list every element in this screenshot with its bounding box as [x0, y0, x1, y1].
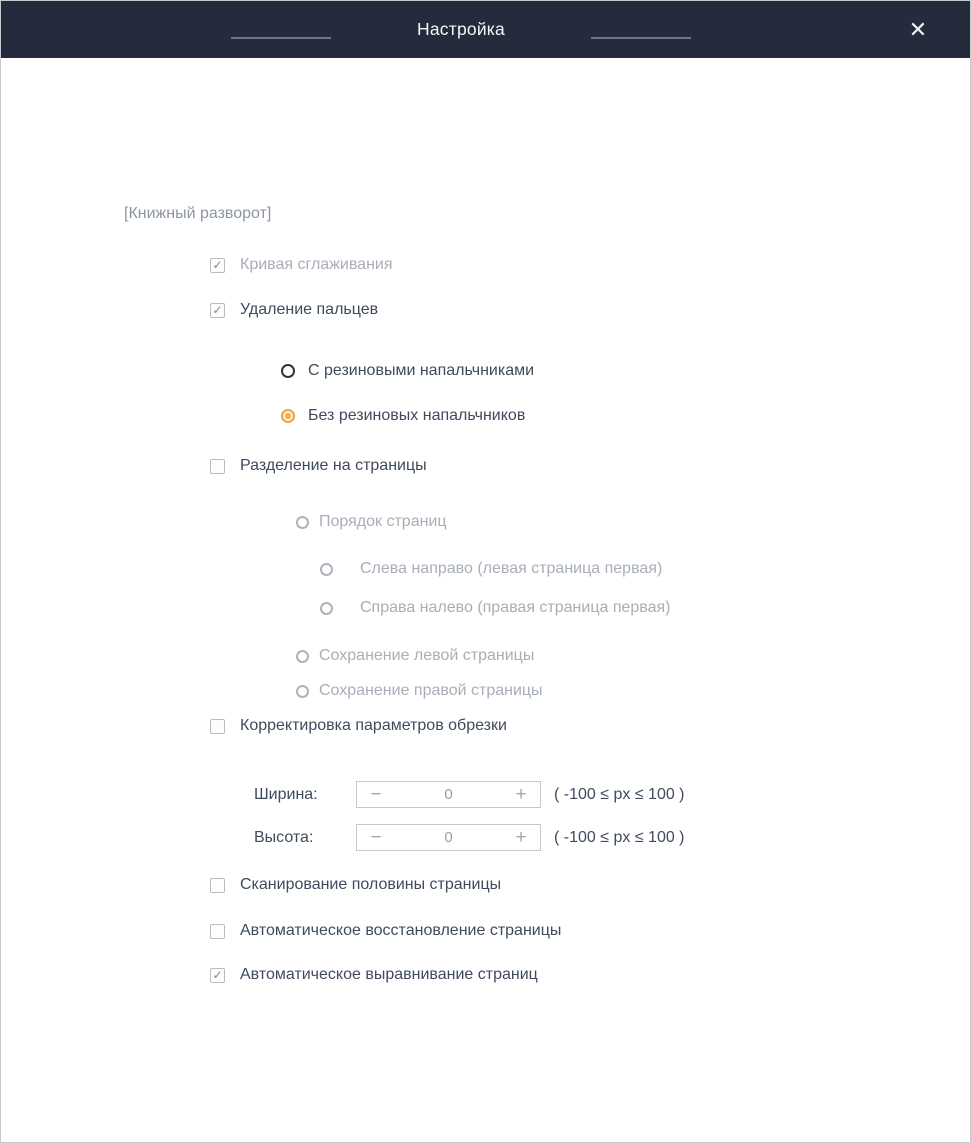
check-icon: ✓ [212, 302, 223, 317]
checkbox-finger-removal[interactable] [210, 303, 225, 318]
option-label: Без резиновых напальчников [308, 407, 526, 424]
checkbox-auto-page-align[interactable] [210, 968, 225, 983]
section-header-book-spread: [Книжный разворот] [124, 205, 272, 222]
radio-unselected-icon[interactable] [281, 364, 295, 378]
option-label: Порядок страниц [319, 513, 447, 530]
height-stepper[interactable] [356, 824, 541, 851]
plus-button[interactable]: + [515, 827, 527, 848]
height-value[interactable]: 0 [444, 829, 453, 846]
plus-button[interactable]: + [515, 784, 527, 805]
crop-height-row [254, 824, 685, 851]
checkbox-half-page-scan[interactable] [210, 878, 225, 893]
checkbox-curve-smoothing[interactable] [210, 258, 225, 273]
option-label: Сохранение левой страницы [319, 647, 535, 664]
width-stepper[interactable] [356, 781, 541, 808]
option-keep-right-page [296, 680, 543, 702]
option-label: Слева направо (левая страница первая) [360, 560, 663, 577]
close-icon: ✕ [908, 16, 928, 42]
option-keep-left-page [296, 645, 534, 667]
height-range-hint: ( -100 ≤ px ≤ 100 ) [554, 828, 685, 846]
setting-finger-removal[interactable] [210, 299, 378, 321]
setting-auto-page-align[interactable] [210, 964, 538, 986]
crop-width-row [254, 781, 685, 808]
radio-disabled-icon [320, 602, 333, 615]
checkbox-crop-adjustment[interactable] [210, 719, 225, 734]
setting-auto-page-restore[interactable] [210, 920, 561, 942]
setting-label: Кривая сглаживания [240, 256, 393, 273]
option-with-rubber-fingertips[interactable] [281, 360, 534, 382]
option-label: Справа налево (правая страница первая) [360, 599, 671, 616]
radio-disabled-icon [296, 650, 309, 663]
check-icon: ✓ [212, 257, 223, 272]
option-right-to-left [320, 597, 671, 619]
dialog-title: Настройка [417, 19, 505, 39]
setting-crop-adjustment[interactable] [210, 715, 507, 737]
width-label: Ширина: [254, 785, 318, 803]
minus-button[interactable]: − [370, 827, 382, 848]
height-label: Высота: [254, 828, 314, 846]
setting-label: Автоматическое восстановление страницы [240, 922, 562, 939]
setting-label: Корректировка параметров обрезки [240, 717, 507, 734]
width-range-hint: ( -100 ≤ px ≤ 100 ) [554, 785, 685, 803]
option-without-rubber-fingertips[interactable] [281, 405, 525, 427]
minus-button[interactable]: − [370, 784, 382, 805]
setting-half-page-scan[interactable] [210, 874, 501, 896]
title-decor-line-left [231, 37, 331, 39]
setting-label: Разделение на страницы [240, 457, 427, 474]
setting-page-split[interactable] [210, 455, 427, 477]
checkbox-auto-page-restore[interactable] [210, 924, 225, 939]
setting-curve-smoothing[interactable] [210, 254, 393, 276]
setting-label: Удаление пальцев [240, 301, 379, 318]
check-icon: ✓ [212, 967, 223, 982]
option-label: Сохранение правой страницы [319, 682, 543, 699]
radio-disabled-icon [296, 685, 309, 698]
setting-label: Сканирование половины страницы [240, 876, 502, 893]
width-value[interactable]: 0 [444, 786, 453, 803]
radio-disabled-icon [296, 516, 309, 529]
radio-disabled-icon [320, 563, 333, 576]
option-left-to-right [320, 558, 662, 580]
titlebar [1, 1, 970, 58]
close-button[interactable] [894, 1, 942, 58]
option-label: С резиновыми напальчниками [308, 362, 535, 379]
checkbox-page-split[interactable] [210, 459, 225, 474]
setting-label: Автоматическое выравнивание страниц [240, 966, 538, 983]
radio-selected-icon[interactable] [281, 409, 295, 423]
title-decor-line-right [591, 37, 691, 39]
option-page-order [296, 511, 447, 533]
